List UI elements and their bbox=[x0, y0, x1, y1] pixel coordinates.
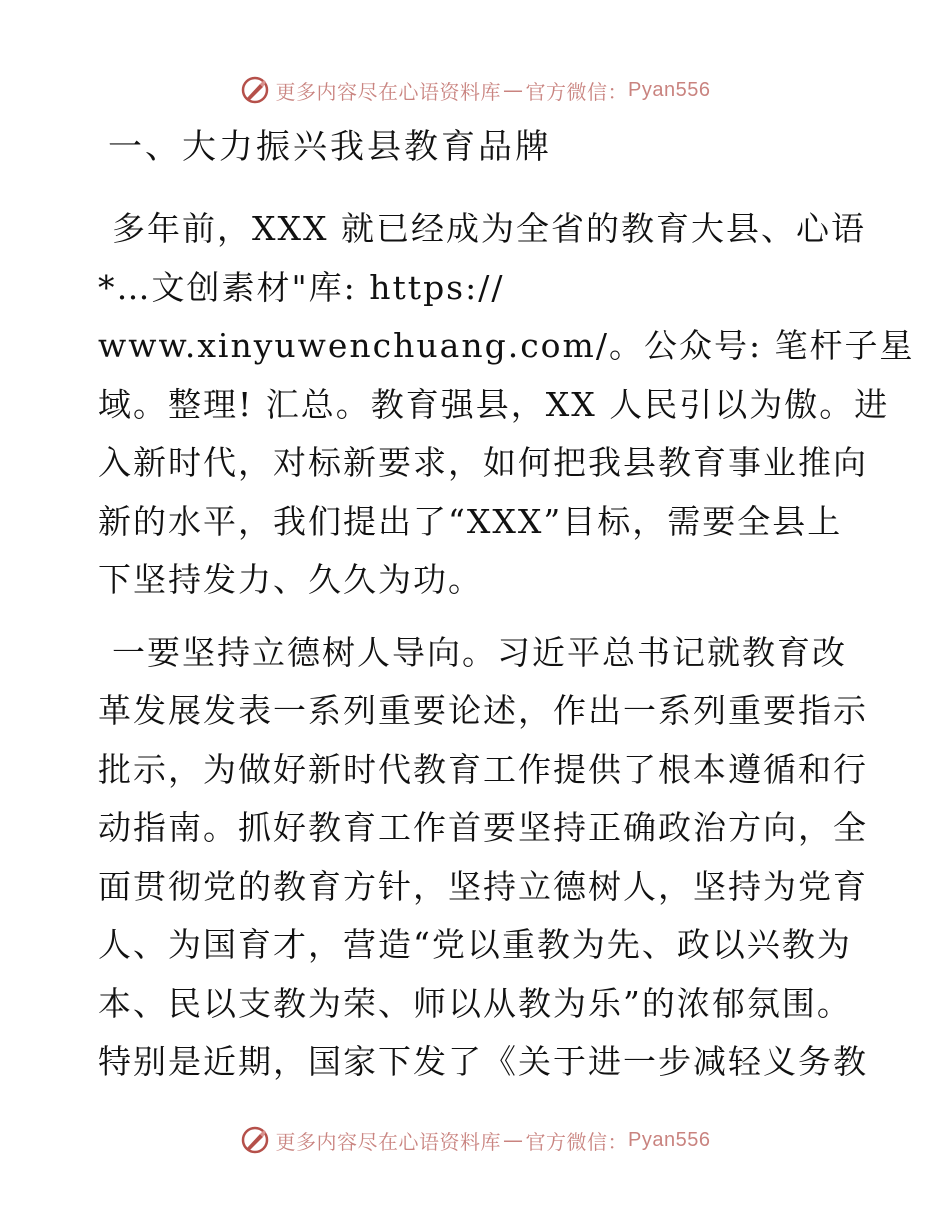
banner-wechat-id: Pyan556 bbox=[628, 1128, 711, 1151]
banner-separator: — bbox=[503, 1128, 524, 1152]
banner-official-label: 官方微信： bbox=[525, 1129, 629, 1154]
banner-official-label: 官方微信： bbox=[525, 79, 629, 104]
paragraph-line: 下坚持发力、久久为功。 bbox=[98, 560, 483, 599]
pen-logo-icon bbox=[240, 75, 270, 105]
paragraph-line: 批示，为做好新时代教育工作提供了根本遵循和行 bbox=[98, 749, 868, 789]
banner-separator: — bbox=[503, 78, 524, 102]
paragraph-line: 多年前，XXX 就已经成为全省的教育大县、心语 bbox=[112, 209, 866, 248]
paragraph-line: 一要坚持立德树人导向。习近平总书记就教育改 bbox=[112, 632, 847, 672]
paragraph-line: www.xinyuwenchuang.com/。公众号: 笔杆子星 bbox=[98, 326, 915, 365]
pen-logo-icon bbox=[240, 1125, 270, 1155]
paragraph-1 bbox=[98, 200, 915, 610]
banner-wechat-id: Pyan556 bbox=[628, 78, 711, 101]
paragraph-line: 特别是近期，国家下发了《关于进一步减轻义务教 bbox=[98, 1042, 868, 1081]
paragraph-line: 域。整理! 汇总。教育强县，XX 人民引以为傲。进 bbox=[98, 384, 890, 424]
paragraph-2 bbox=[98, 624, 868, 1092]
paragraph-line: *…文创素材"库: https:// bbox=[98, 267, 505, 307]
paragraph-line: 人、为国育才，营造“党以重教为先、政以兴教为 bbox=[98, 925, 852, 964]
paragraph-line: 面贯彻党的教育方针，坚持立德树人，坚持为党育 bbox=[98, 866, 868, 906]
header-banner bbox=[0, 70, 950, 110]
footer-banner bbox=[0, 1120, 950, 1160]
paragraph-line: 革发展发表一系列重要论述，作出一系列重要指示 bbox=[98, 691, 868, 730]
paragraph-line: 新的水平，我们提出了“XXX”目标，需要全县上 bbox=[98, 501, 843, 541]
paragraph-line: 动指南。抓好教育工作首要坚持正确政治方向，全 bbox=[98, 808, 868, 847]
section-heading: 一、大力振兴我县教育品牌 bbox=[108, 127, 552, 167]
document-body bbox=[98, 122, 915, 1092]
paragraph-line: 本、民以支教为荣、师以从教为乐”的浓郁氛围。 bbox=[98, 983, 852, 1023]
banner-text: 更多内容尽在心语资料库 bbox=[275, 1129, 502, 1154]
paragraph-line: 入新时代，对标新要求，如何把我县教育事业推向 bbox=[98, 443, 868, 482]
banner-text: 更多内容尽在心语资料库 bbox=[275, 79, 502, 104]
